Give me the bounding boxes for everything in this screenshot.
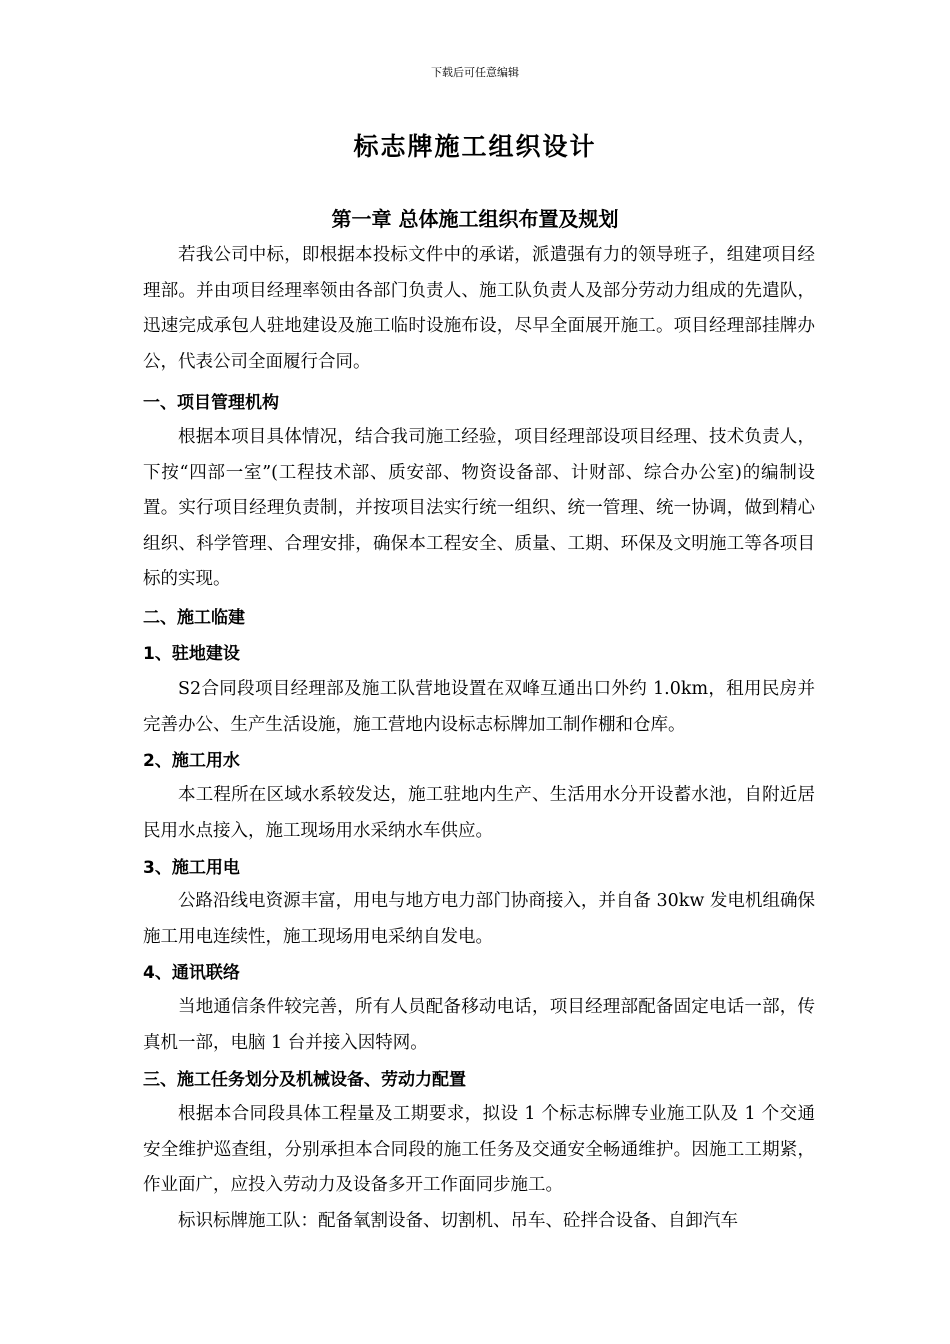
section-heading-management: 一、项目管理机构 <box>143 393 279 413</box>
subsection-heading-power: 3、施工用电 <box>143 858 240 878</box>
management-paragraph: 根据本项目具体情况，结合我司施工经验，项目经理部设项目经理、技术负责人，下按“四部一室”(工程技术部、质安部、物资设备部、计财部、综合办公室)的编制设置。实行项目经理负责制，并按项目法实行统一组织、统一管理、统一协调，做到精心组织、科学管理、合理安排，确保本工程安全、质量、工期、环保及文明施工等各项目标的实现。 <box>143 427 815 589</box>
sign-team-paragraph: 标识标牌施工队：配备氧割设备、切割机、吊车、砼拌合设备、自卸汽车 <box>178 1210 738 1231</box>
camp-block <box>143 672 815 743</box>
task-division-paragraph: 根据本合同段具体工程量及工期要求，拟设 1 个标志标牌专业施工队及 1 个交通安全维护巡查组，分别承担本合同段的施工任务及交通安全畅通维护。因施工工期紧，作业面广，应投入劳动力及设备多开工作面同步施工。 <box>143 1104 815 1195</box>
subsection-heading-communication: 4、通讯联络 <box>143 963 240 983</box>
communication-block <box>143 990 815 1061</box>
water-paragraph: 本工程所在区域水系较发达，施工驻地内生产、生活用水分开设蓄水池，自附近居民用水点接入，施工现场用水采纳水车供应。 <box>143 785 815 841</box>
power-block <box>143 884 815 955</box>
header-note: 下载后可任意编辑 <box>431 66 519 79</box>
chapter-heading: 第一章 总体施工组织布置及规划 <box>331 207 619 231</box>
power-paragraph: 公路沿线电资源丰富，用电与地方电力部门协商接入，并自备 30kw 发电机组确保施工用电连续性，施工现场用电采纳自发电。 <box>143 891 815 947</box>
task-division-block <box>143 1097 815 1239</box>
intro-paragraph: 若我公司中标，即根据本投标文件中的承诺，派遣强有力的领导班子，组建项目经理部。并由项目经理率领由各部门负责人、施工队负责人及部分劳动力组成的先遣队，迅速完成承包人驻地建设及施工临时设施布设，尽早全面展开施工。项目经理部挂牌办公，代表公司全面履行合同。 <box>143 245 815 372</box>
section-heading-temporary-works: 二、施工临建 <box>143 608 245 628</box>
document-title: 标志牌施工组织设计 <box>353 132 597 161</box>
subsection-heading-water: 2、施工用水 <box>143 751 240 771</box>
communication-paragraph: 当地通信条件较完善，所有人员配备移动电话，项目经理部配备固定电话一部，传真机一部，电脑 1 台并接入因特网。 <box>143 997 815 1053</box>
management-block <box>143 420 815 598</box>
water-block <box>143 778 815 849</box>
section-heading-task-division: 三、施工任务划分及机械设备、劳动力配置 <box>143 1070 466 1090</box>
intro-block <box>143 238 815 380</box>
camp-paragraph: S2合同段项目经理部及施工队营地设置在双峰互通出口外约 1.0km，租用民房并完善办公、生产生活设施，施工营地内设标志标牌加工制作棚和仓库。 <box>143 679 815 735</box>
subsection-heading-camp: 1、驻地建设 <box>143 644 240 664</box>
